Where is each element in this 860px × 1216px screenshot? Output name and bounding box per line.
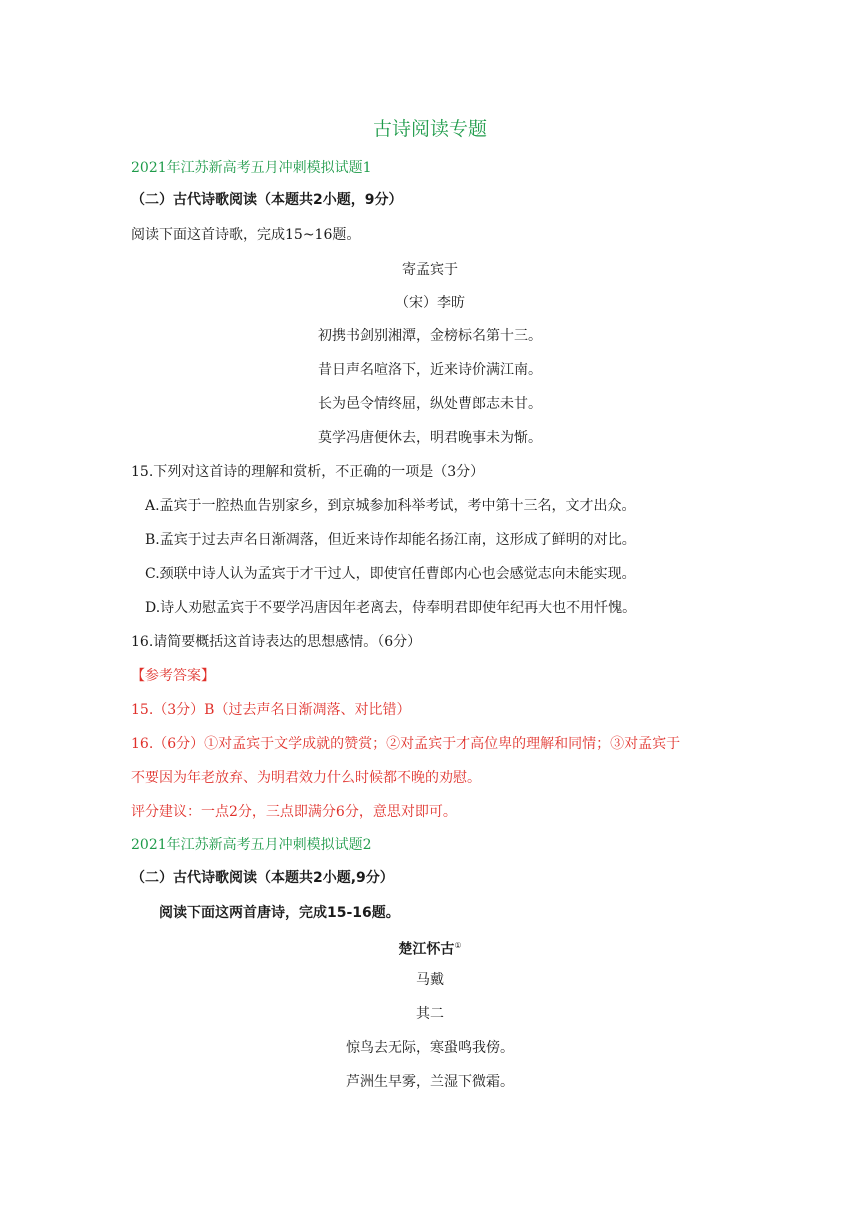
poem1-line: 莫学冯唐便休去，明君晚事未为惭。 <box>318 430 542 446</box>
poem1-author: （宋）李昉 <box>395 295 465 311</box>
question-15: 15.下列对这首诗的理解和赏析，不正确的一项是（3分） <box>131 464 485 480</box>
section2-heading: 2021年江苏新高考五月冲刺模拟试题2 <box>131 837 372 853</box>
answer-16-line1: 16.（6分）①对孟宾于文学成就的赞赏；②对孟宾于才高位卑的理解和同情；③对孟宾于 <box>131 736 681 752</box>
scoring-note: 评分建议：一点2分，三点即满分6分，意思对即可。 <box>131 804 457 820</box>
option-c: C.颈联中诗人认为孟宾于才干过人，即使官任曹郎内心也会感觉志向未能实现。 <box>145 566 636 582</box>
section2-part-title: （二）古代诗歌阅读（本题共2小题,9分） <box>131 870 394 886</box>
poem2-line: 惊鸟去无际，寒蛩鸣我傍。 <box>346 1040 514 1056</box>
footnote-mark: ① <box>454 941 462 950</box>
poem2-title-text: 楚江怀古 <box>398 941 455 958</box>
question-16: 16.请简要概括这首诗表达的思想感情。（6分） <box>131 634 422 650</box>
poem2-author: 马戴 <box>416 972 444 988</box>
section1-part-title: （二）古代诗歌阅读（本题共2小题，9分） <box>131 192 403 208</box>
section1-instruction: 阅读下面这首诗歌，完成15~16题。 <box>131 227 361 243</box>
option-a: A.孟宾于一腔热血告别家乡，到京城参加科举考试，考中第十三名，文才出众。 <box>145 498 636 514</box>
section1-heading: 2021年江苏新高考五月冲刺模拟试题1 <box>131 160 372 176</box>
answer-label: 【参考答案】 <box>131 668 215 684</box>
poem2-line: 芦洲生早雾，兰湿下微霜。 <box>346 1074 514 1090</box>
poem1-line: 长为邑令情终屈，纵处曹郎志未甘。 <box>318 396 542 412</box>
poem2-subtitle: 其二 <box>416 1006 444 1022</box>
option-d: D.诗人劝慰孟宾于不要学冯唐因年老离去，侍奉明君即使年纪再大也不用忏愧。 <box>145 600 637 616</box>
poem1-line: 初携书剑别湘潭，金榜标名第十三。 <box>318 328 542 344</box>
poem2-title <box>0 936 860 960</box>
section2-instruction: 阅读下面这两首唐诗，完成15-16题。 <box>159 905 400 921</box>
poem1-title: 寄孟宾于 <box>402 262 458 278</box>
answer-16-line2: 不要因为年老放弃、为明君效力什么时候都不晚的劝慰。 <box>131 770 481 786</box>
answer-15: 15.（3分）B（过去声名日渐凋落、对比错） <box>131 702 411 718</box>
page-title: 古诗阅读专题 <box>372 118 487 140</box>
poem1-line: 昔日声名喧洛下，近来诗价满江南。 <box>318 362 542 378</box>
option-b: B.孟宾于过去声名日渐凋落，但近来诗作却能名扬江南，这形成了鲜明的对比。 <box>145 532 636 548</box>
